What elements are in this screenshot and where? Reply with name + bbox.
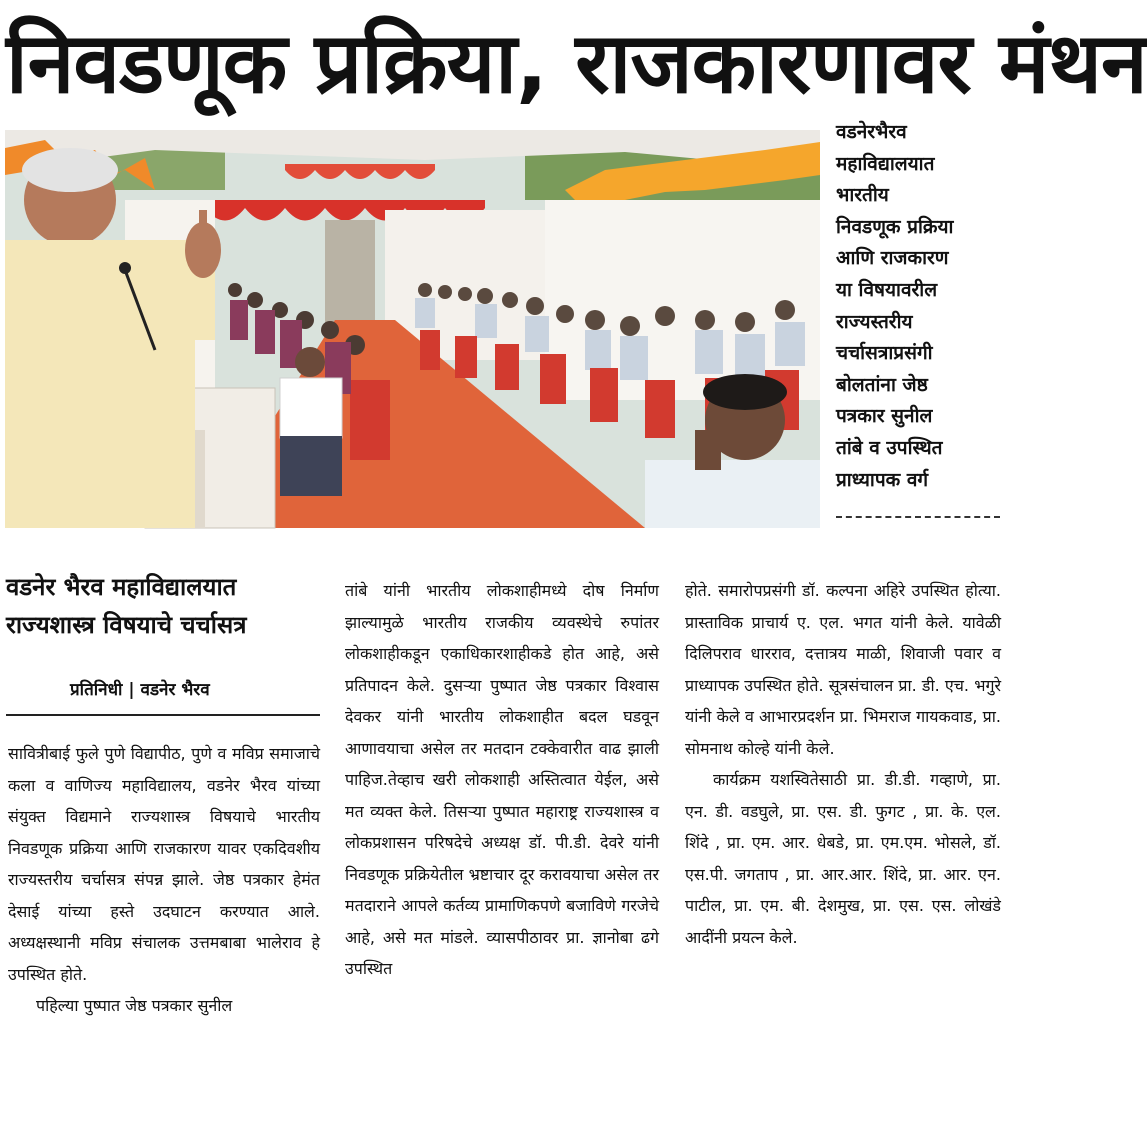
article-column-1: [8, 738, 320, 1022]
caption-divider: [836, 516, 1000, 518]
article-paragraph: तांबे यांनी भारतीय लोकशाहीमध्ये दोष निर्माण झाल्यामुळे भारतीय राजकीय व्यवस्थेचे रुपांतर लोकशाहीकडून एकाधिकारशाहीकडे होत आहे, असे प्रतिपादन केले. दुसऱ्या पुष्पात जेष्ठ पत्रकार विश्वास देवकर यांनी भारतीय लोकशाहीत बदल घडवून आणावयाचा असेल तर मतदान टक्केवारीत वाढ झाली पाहिज.तेव्हाच खरी लोकशाही अस्तित्वात येईल, असे मत व्यक्त केले. तिसऱ्या पुष्पात महाराष्ट्र राज्यशास्त्र व लोकप्रशासन परिषदेचे अध्यक्ष डॉ. पी.डी. देवरे यांनी निवडणूक प्रक्रियेतील भ्रष्टाचार दूर करावयाचा असेल तर मतदाराने आपले कर्तव्य प्रामाणिकपणे बजाविणे गरजेचे आहे, असे मत मांडले. व्यासपीठावर प्रा. ज्ञानोबा ढगे उपस्थित: [345, 581, 659, 978]
headline: निवडणूक प्रक्रिया, राजकारणावर मंथन: [6, 14, 1147, 112]
byline-divider: [6, 714, 320, 716]
caption-line: तांबे व उपस्थित: [836, 436, 943, 459]
photo-caption: [836, 117, 1002, 496]
subheading-line: वडनेर भैरव महाविद्यालयात: [6, 573, 237, 601]
byline: प्रतिनिधी | वडनेर भैरव: [70, 680, 210, 700]
caption-line: आणि राजकारण: [836, 247, 949, 270]
caption-line: पत्रकार सुनील: [836, 405, 933, 428]
article-column-2: [345, 575, 659, 985]
article-paragraph: कार्यक्रम यशस्वितेसाठी प्रा. डी.डी. गव्हाणे, प्रा. एन. डी. वडघुले, प्रा. एस. डी. फुगट , प्रा. के. एल. शिंदे , प्रा. एम. आर. धेबडे, प्रा. एम.एम. भोसले, डॉ. एस.पी. जगताप , प्रा. आर.आर. शिंदे, प्रा. आर. एन. पाटील, प्रा. एम. बी. देशमुख, प्रा. एस. एस. लोखंडे आदींनी प्रयत्न केले.: [685, 770, 1001, 947]
caption-line: या विषयावरील: [836, 278, 938, 301]
caption-line: प्राध्यापक वर्ग: [836, 468, 929, 491]
event-photo-illustration: [5, 130, 820, 528]
article-paragraph: होते. समारोपप्रसंगी डॉ. कल्पना अहिरे उपस्थित होत्या. प्रास्ताविक प्राचार्य ए. एल. भगत यांनी केले. यावेळी दिलिपराव धारराव, दत्तात्रय माळी, शिवाजी पवार व प्राध्यापक उपस्थित होते. सूत्रसंचालन प्रा. डी. एच. भगुरे यांनी केले व आभारप्रदर्शन प्रा. भिमराज गायकवाड, प्रा. सोमनाथ कोल्हे यांनी केले.: [685, 581, 1001, 758]
article-paragraph: पहिल्या पुष्पात जेष्ठ पत्रकार सुनील: [36, 996, 233, 1015]
caption-line: बोलतांना जेष्ठ: [836, 373, 928, 396]
caption-line: भारतीय: [836, 184, 889, 207]
subheading: [6, 568, 326, 644]
caption-line: महाविद्यालयात: [836, 152, 935, 175]
subheading-line: राज्यशास्त्र विषयाचे चर्चासत्र: [6, 611, 247, 639]
article-column-3: [685, 575, 1001, 953]
caption-line: चर्चासत्राप्रसंगी: [836, 342, 933, 365]
article-paragraph: सावित्रीबाई फुले पुणे विद्यापीठ, पुणे व मविप्र समाजाचे कला व वाणिज्य महाविद्यालय, वडनेर भैरव यांच्या संयुक्त विद्यमाने राज्यशास्त्र विषयाचे भारतीय निवडणूक प्रक्रिया आणि राजकारण यावर एकदिवशीय राज्यस्तरीय चर्चासत्र संपन्न झाले. जेष्ठ पत्रकार हेमंत देसाई यांच्या हस्ते उदघाटन करण्यात आले. अध्यक्षस्थानी मविप्र संचालक उत्तमबाबा भालेराव हे उपस्थित होते.: [8, 744, 320, 984]
event-photo: [5, 130, 820, 528]
caption-line: राज्यस्तरीय: [836, 310, 913, 333]
caption-line: निवडणूक प्रक्रिया: [836, 215, 954, 238]
caption-line: वडनेरभैरव: [836, 121, 907, 143]
